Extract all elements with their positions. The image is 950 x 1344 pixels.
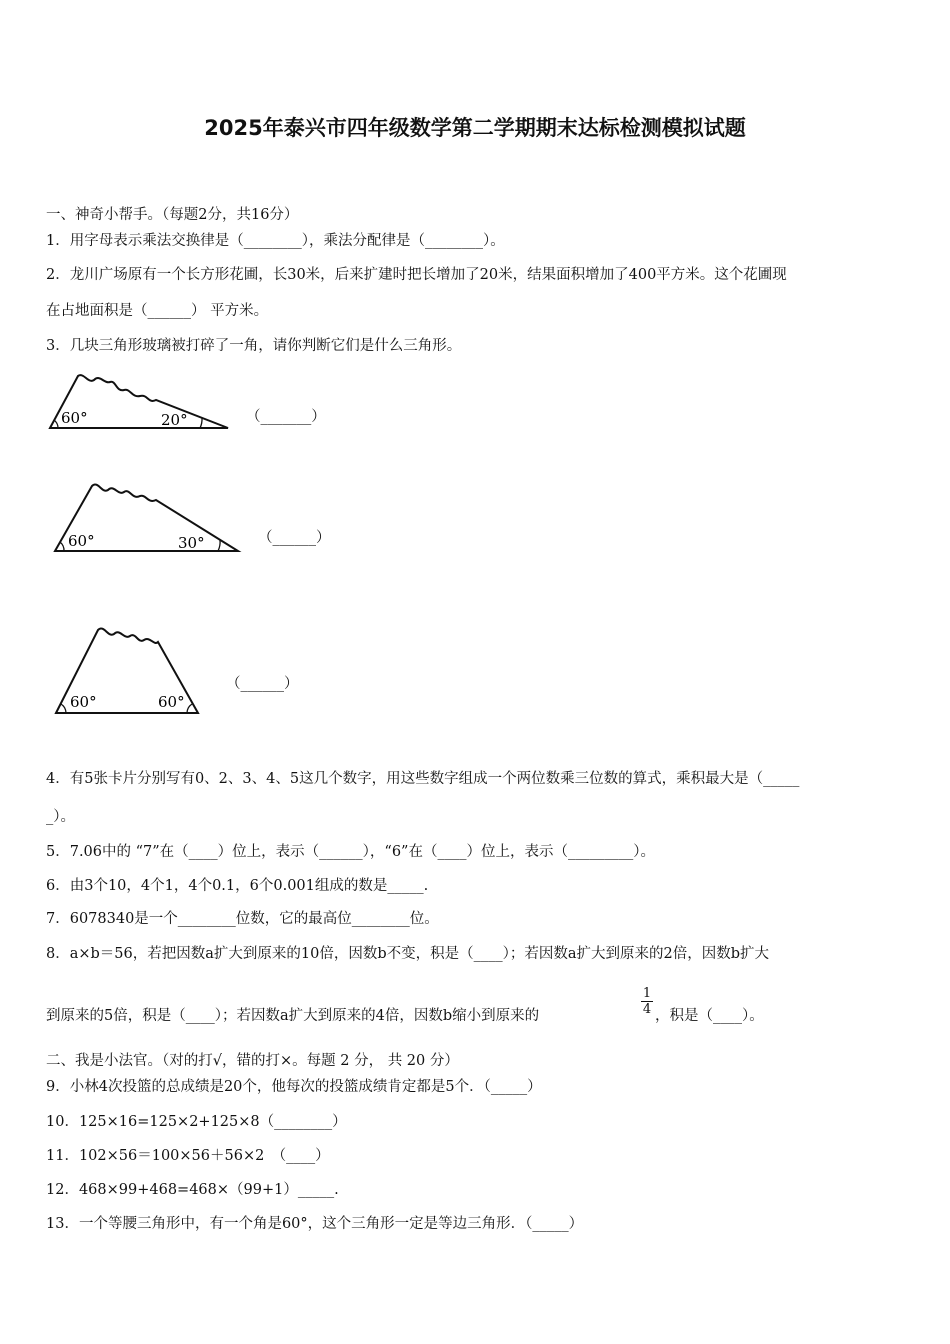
angle-label-left: 60° xyxy=(61,409,88,427)
question-8-line-2b: ，积是（____）。 xyxy=(655,1008,764,1024)
broken-triangle-figure-2 xyxy=(48,478,244,558)
question-8-line-1: 8．a×b＝56，若把因数a扩大到原来的10倍，因数b不变，积是（____）；若因数a扩大到原来的2倍，因数b扩大 xyxy=(46,946,770,962)
page-title: 2025年泰兴市四年级数学第二学期期末达标检测模拟试题 xyxy=(204,116,746,140)
question-13: 13．一个等腰三角形中，有一个角是60°，这个三角形一定是等边三角形．（_____） xyxy=(46,1216,584,1232)
question-5: 5．7.06中的 “7”在（____）位上，表示（______），“6”在（____）位上，表示（_________）。 xyxy=(46,844,655,860)
question-4-line-1: 4．有5张卡片分别写有0、2、3、4、5这几个数字，用这些数字组成一个两位数乘三位数的算式，乘积最大是（_____ xyxy=(46,771,800,787)
question-7: 7．6078340是一个________位数，它的最高位________位。 xyxy=(46,911,439,927)
fraction-one-quarter xyxy=(641,987,653,1016)
question-12: 12．468×99+468=468×（99+1）_____. xyxy=(46,1182,339,1198)
question-9: 9．小林4次投篮的总成绩是20个，他每次的投篮成绩肯定都是5个．（_____） xyxy=(46,1079,542,1095)
section-2-heading: 二、我是小法官。（对的打√，错的打×。每题 2 分， 共 20 分） xyxy=(46,1053,459,1069)
angle-label-right: 60° xyxy=(158,693,185,711)
angle-label-left: 60° xyxy=(68,532,95,550)
angle-label-right: 20° xyxy=(161,411,188,429)
section-1-heading: 一、神奇小帮手。（每题2分，共16分） xyxy=(46,207,299,223)
angle-label-left: 60° xyxy=(70,693,97,711)
question-4-line-2: _）。 xyxy=(46,809,75,825)
answer-blank-figure-1[interactable]: （_______） xyxy=(246,409,326,425)
question-6: 6．由3个10，4个1，4个0.1，6个0.001组成的数是_____. xyxy=(46,878,429,894)
fraction-numerator: 1 xyxy=(642,986,652,1001)
fraction-denominator: 4 xyxy=(642,1002,652,1017)
question-10: 10．125×16=125×2+125×8（________） xyxy=(46,1114,347,1130)
question-2-line-1: 2．龙川广场原有一个长方形花圃，长30米，后来扩建时把长增加了20米，结果面积增加了400平方米。这个花圃现 xyxy=(46,267,787,283)
question-1: 1．用字母表示乘法交换律是（________），乘法分配律是（________）。 xyxy=(46,233,505,249)
answer-blank-figure-2[interactable]: （______） xyxy=(258,530,331,546)
question-11: 11．102×56＝100×56＋56×2 （____） xyxy=(46,1148,330,1164)
angle-label-right: 30° xyxy=(178,534,205,552)
answer-blank-figure-3[interactable]: （______） xyxy=(226,676,299,692)
broken-triangle-figure-3 xyxy=(50,624,204,718)
question-8-line-2a: 到原来的5倍，积是（____）；若因数a扩大到原来的4倍，因数b缩小到原来的 xyxy=(46,1008,540,1024)
question-2-line-2: 在占地面积是（______） 平方米。 xyxy=(46,303,269,319)
broken-triangle-figure-1 xyxy=(44,370,234,435)
question-3: 3．几块三角形玻璃被打碎了一角，请你判断它们是什么三角形。 xyxy=(46,338,462,354)
